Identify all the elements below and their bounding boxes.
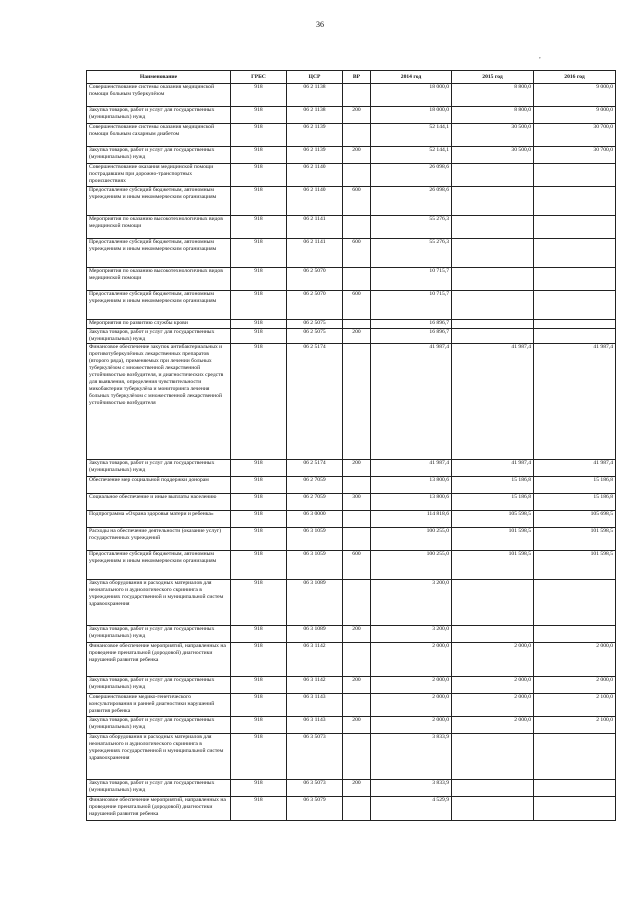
row-vr [343,344,371,460]
row-2015 [452,734,534,780]
row-vr [343,477,371,494]
row-2016: 41 987,4 [534,344,616,460]
table-row [87,124,616,147]
row-2014: 26 098,6 [371,164,452,187]
row-2014: 10 715,7 [371,268,452,291]
row-2016 [534,268,616,291]
row-grbs: 918 [231,580,287,626]
row-name: Закупка оборудования и расходных материалов для неонатального и аудиологического скрининга в учреждениях государственной и муниципальной систем здравоохранения [87,734,231,780]
row-name: Закупка оборудования и расходных материалов для неонатального и аудиологического скрининга в учреждениях государственной и муниципальной систем здравоохранения [87,580,231,626]
row-csr: 06 3 5073 [287,734,343,780]
row-grbs: 918 [231,291,287,320]
row-csr: 06 3 1143 [287,694,343,717]
table-row [87,694,616,717]
row-2016 [534,320,616,329]
table-row [87,344,616,460]
row-name: Обеспечение мер социальной поддержки донорам [87,477,231,494]
row-2015: 105 598,5 [452,511,534,528]
row-name: Мероприятия по оказанию высокотехнологичных видов медицинской помощи [87,268,231,291]
row-name: Финансовое обеспечение мероприятий, направленных на проведение пренатальной (дородовой) диагностики нарушений развития ребенка [87,797,231,821]
row-2015: 41 987,4 [452,344,534,460]
row-2015: 101 598,5 [452,528,534,551]
row-2015: 2 000,0 [452,694,534,717]
table-row [87,511,616,528]
table-row [87,797,616,821]
row-csr: 06 2 1141 [287,239,343,268]
row-2016: 9 000,0 [534,107,616,124]
row-csr: 06 2 7059 [287,477,343,494]
row-vr [343,511,371,528]
row-grbs: 918 [231,717,287,734]
row-2015: 41 987,4 [452,460,534,477]
row-2015 [452,780,534,797]
row-vr [343,797,371,821]
row-csr: 06 2 5070 [287,268,343,291]
row-2014: 13 800,6 [371,494,452,511]
row-csr: 06 2 1140 [287,164,343,187]
row-csr: 06 2 1139 [287,147,343,164]
row-vr: 200 [343,626,371,643]
row-2016: 101 598,5 [534,551,616,580]
row-vr [343,734,371,780]
row-name: Закупка товаров, работ и услуг для государственных (муниципальных) нужд [87,677,231,694]
row-name: Закупка товаров, работ и услуг для государственных (муниципальных) нужд [87,107,231,124]
row-2015 [452,239,534,268]
row-vr [343,216,371,239]
row-csr: 06 2 1141 [287,216,343,239]
table-row [87,147,616,164]
table-row [87,643,616,677]
row-grbs: 918 [231,344,287,460]
row-vr [343,268,371,291]
table-row [87,477,616,494]
row-name: Закупка товаров, работ и услуг для государственных (муниципальных) нужд [87,147,231,164]
row-name: Предоставление субсидий бюджетным, автономным учреждениям и иным некоммерческим организациям [87,239,231,268]
row-grbs: 918 [231,511,287,528]
row-name: Мероприятия по развитию службы крови [87,320,231,329]
header-csr: ЦСР [287,71,343,84]
row-csr: 06 2 1138 [287,84,343,107]
row-2015 [452,291,534,320]
row-2014: 13 800,6 [371,477,452,494]
row-csr: 06 2 5174 [287,344,343,460]
row-2015: 2 000,0 [452,677,534,694]
header-2015: 2015 год [452,71,534,84]
table-row [87,528,616,551]
row-vr: 200 [343,780,371,797]
row-csr: 06 3 1142 [287,677,343,694]
row-2016 [534,291,616,320]
row-2014: 2 000,0 [371,717,452,734]
row-vr: 300 [343,494,371,511]
table-row [87,291,616,320]
row-vr [343,84,371,107]
table-header-row [87,71,616,84]
table-row [87,717,616,734]
row-csr: 06 3 5073 [287,780,343,797]
row-name: Финансовое обеспечение закупок антибактериальных и противотуберкулёзных лекарственных препаратов (второго ряда), применяемых при лечении больных туберкулёзом с множественной лекарственной устойчивостью возбудителя, и диагностических средств для выявления, определения чувствительности микобактерии туберкулёза и мониторинга лечения больных туберкулёзом с множественной лекарственной устойчивостью возбудителя [87,344,231,460]
row-vr [343,694,371,717]
row-2016: 2 100,0 [534,694,616,717]
row-vr [343,643,371,677]
row-2014: 41 987,4 [371,460,452,477]
table-row [87,494,616,511]
row-name: Финансовое обеспечение мероприятий, направленных на проведение пренатальной (дородовой) диагностики нарушений развития ребенка [87,643,231,677]
row-grbs: 918 [231,239,287,268]
row-grbs: 918 [231,626,287,643]
row-2014: 2 000,0 [371,677,452,694]
row-2014: 2 000,0 [371,643,452,677]
row-name: Предоставление субсидий бюджетным, автономным учреждениям и иным некоммерческим организациям [87,187,231,216]
row-csr: 06 3 0000 [287,511,343,528]
row-2016: 41 987,4 [534,460,616,477]
row-name: Социальное обеспечение и иные выплаты населению [87,494,231,511]
row-grbs: 918 [231,643,287,677]
row-2015: 8 800,0 [452,107,534,124]
row-name: Совершенствование системы оказания медицинской помощи больным туберкулёзом [87,84,231,107]
row-name: Совершенствование оказания медицинской помощи пострадавшим при дорожно-транспортных происшествиях [87,164,231,187]
row-grbs: 918 [231,734,287,780]
table-row [87,626,616,643]
row-csr: 06 2 1138 [287,107,343,124]
row-csr: 06 2 1140 [287,187,343,216]
row-grbs: 918 [231,494,287,511]
row-grbs: 918 [231,528,287,551]
row-2016: 101 598,5 [534,528,616,551]
header-grbs: ГРБС [231,71,287,84]
row-vr: 600 [343,291,371,320]
header-name: Наименование [87,71,231,84]
row-csr: 06 2 1139 [287,124,343,147]
table-row [87,107,616,124]
table-row [87,551,616,580]
row-2016 [534,780,616,797]
row-name: Закупка товаров, работ и услуг для государственных (муниципальных) нужд [87,329,231,344]
row-grbs: 918 [231,107,287,124]
row-2014: 26 098,6 [371,187,452,216]
row-2016 [534,580,616,626]
row-grbs: 918 [231,320,287,329]
row-name: Мероприятия по оказанию высокотехнологичных видов медицинской помощи [87,216,231,239]
row-2015: 2 000,0 [452,643,534,677]
row-2014: 52 144,1 [371,147,452,164]
row-grbs: 918 [231,460,287,477]
table-row [87,164,616,187]
row-grbs: 918 [231,797,287,821]
row-vr [343,320,371,329]
row-2015 [452,797,534,821]
row-2014: 3 200,0 [371,580,452,626]
row-name: Закупка товаров, работ и услуг для государственных (муниципальных) нужд [87,780,231,797]
row-csr: 06 3 1089 [287,580,343,626]
header-2016: 2016 год [534,71,616,84]
row-grbs: 918 [231,147,287,164]
row-2016: 15 186,8 [534,477,616,494]
row-2015: 30 500,0 [452,147,534,164]
row-2014: 55 276,3 [371,216,452,239]
row-2016: 2 000,0 [534,643,616,677]
row-grbs: 918 [231,268,287,291]
row-name: Закупка товаров, работ и услуг для государственных (муниципальных) нужд [87,626,231,643]
row-2015 [452,216,534,239]
row-2014: 10 715,7 [371,291,452,320]
row-2016 [534,734,616,780]
row-grbs: 918 [231,329,287,344]
row-vr [343,164,371,187]
row-name: Закупка товаров, работ и услуг для государственных (муниципальных) нужд [87,717,231,734]
row-2016: 30 700,0 [534,124,616,147]
row-2014: 41 987,4 [371,344,452,460]
row-name: Предоставление субсидий бюджетным, автономным учреждениям и иным некоммерческим организациям [87,291,231,320]
row-2014: 100 255,0 [371,551,452,580]
header-vr: ВР [343,71,371,84]
row-2015 [452,320,534,329]
table-row [87,239,616,268]
row-grbs: 918 [231,677,287,694]
row-vr: 200 [343,717,371,734]
row-vr [343,124,371,147]
row-csr: 06 3 1142 [287,643,343,677]
row-2014: 18 000,0 [371,84,452,107]
row-vr: 200 [343,147,371,164]
row-2014: 4 529,9 [371,797,452,821]
row-2016 [534,797,616,821]
row-2015: 101 598,5 [452,551,534,580]
row-2015: 30 500,0 [452,124,534,147]
row-2015 [452,164,534,187]
row-2016: 15 186,8 [534,494,616,511]
table-row [87,580,616,626]
row-2014: 3 833,9 [371,780,452,797]
row-grbs: 918 [231,694,287,717]
row-csr: 06 2 5174 [287,460,343,477]
row-2015: 15 186,8 [452,477,534,494]
row-name: Совершенствование медико-генетического консультирования и ранней диагностики нарушений развития ребенка [87,694,231,717]
row-grbs: 918 [231,124,287,147]
row-grbs: 918 [231,551,287,580]
row-2014: 3 833,9 [371,734,452,780]
table-row [87,734,616,780]
row-vr [343,528,371,551]
row-2015: 2 000,0 [452,717,534,734]
row-2016: 2 100,0 [534,717,616,734]
row-name: Расходы на обеспечение деятельности (оказание услуг) государственных учреждений [87,528,231,551]
row-grbs: 918 [231,187,287,216]
table-row [87,780,616,797]
row-grbs: 918 [231,84,287,107]
row-csr: 06 2 5075 [287,329,343,344]
page-number: 36 [316,20,324,29]
row-2016 [534,187,616,216]
row-2015: 15 186,8 [452,494,534,511]
table-row [87,84,616,107]
row-vr: 600 [343,551,371,580]
row-vr: 200 [343,329,371,344]
row-csr: 06 3 1059 [287,551,343,580]
table-row [87,187,616,216]
row-vr: 200 [343,677,371,694]
row-2016: 2 000,0 [534,677,616,694]
row-csr: 06 3 1059 [287,528,343,551]
table-row [87,460,616,477]
row-2016 [534,164,616,187]
row-2014: 52 144,1 [371,124,452,147]
row-2014: 3 200,0 [371,626,452,643]
table-row [87,268,616,291]
row-2016: 9 000,0 [534,84,616,107]
row-csr: 06 2 5070 [287,291,343,320]
row-grbs: 918 [231,216,287,239]
row-vr: 600 [343,239,371,268]
row-2014: 18 000,0 [371,107,452,124]
row-vr [343,580,371,626]
row-grbs: 918 [231,164,287,187]
row-2015 [452,580,534,626]
row-2014: 55 276,3 [371,239,452,268]
row-2015 [452,329,534,344]
row-2015 [452,626,534,643]
budget-table [86,70,616,821]
row-2014: 16 896,7 [371,320,452,329]
row-2016: 105 698,5 [534,511,616,528]
row-vr: 600 [343,187,371,216]
table-row [87,329,616,344]
row-2014: 2 000,0 [371,694,452,717]
table-row [87,677,616,694]
table-row [87,216,616,239]
row-2016: 30 700,0 [534,147,616,164]
row-2014: 100 255,0 [371,528,452,551]
row-name: Закупка товаров, работ и услуг для государственных (муниципальных) нужд [87,460,231,477]
row-name: Совершенствование системы оказания медицинской помощи больным сахарным диабетом [87,124,231,147]
table-row [87,320,616,329]
row-vr: 200 [343,107,371,124]
row-vr: 200 [343,460,371,477]
row-2014: 16 896,7 [371,329,452,344]
row-grbs: 918 [231,477,287,494]
row-csr: 06 3 1143 [287,717,343,734]
row-2015 [452,187,534,216]
row-csr: 06 2 7059 [287,494,343,511]
margin-mark: , [539,52,541,60]
row-2015 [452,268,534,291]
row-csr: 06 3 5079 [287,797,343,821]
row-2015: 8 800,0 [452,84,534,107]
row-2014: 114 818,6 [371,511,452,528]
row-2016 [534,216,616,239]
header-2014: 2014 год [371,71,452,84]
row-grbs: 918 [231,780,287,797]
row-2016 [534,239,616,268]
row-name: Предоставление субсидий бюджетным, автономным учреждениям и иным некоммерческим организациям [87,551,231,580]
row-2016 [534,626,616,643]
row-csr: 06 2 5075 [287,320,343,329]
row-2016 [534,329,616,344]
row-csr: 06 3 1089 [287,626,343,643]
row-name: Подпрограмма «Охрана здоровья матери и ребенка» [87,511,231,528]
